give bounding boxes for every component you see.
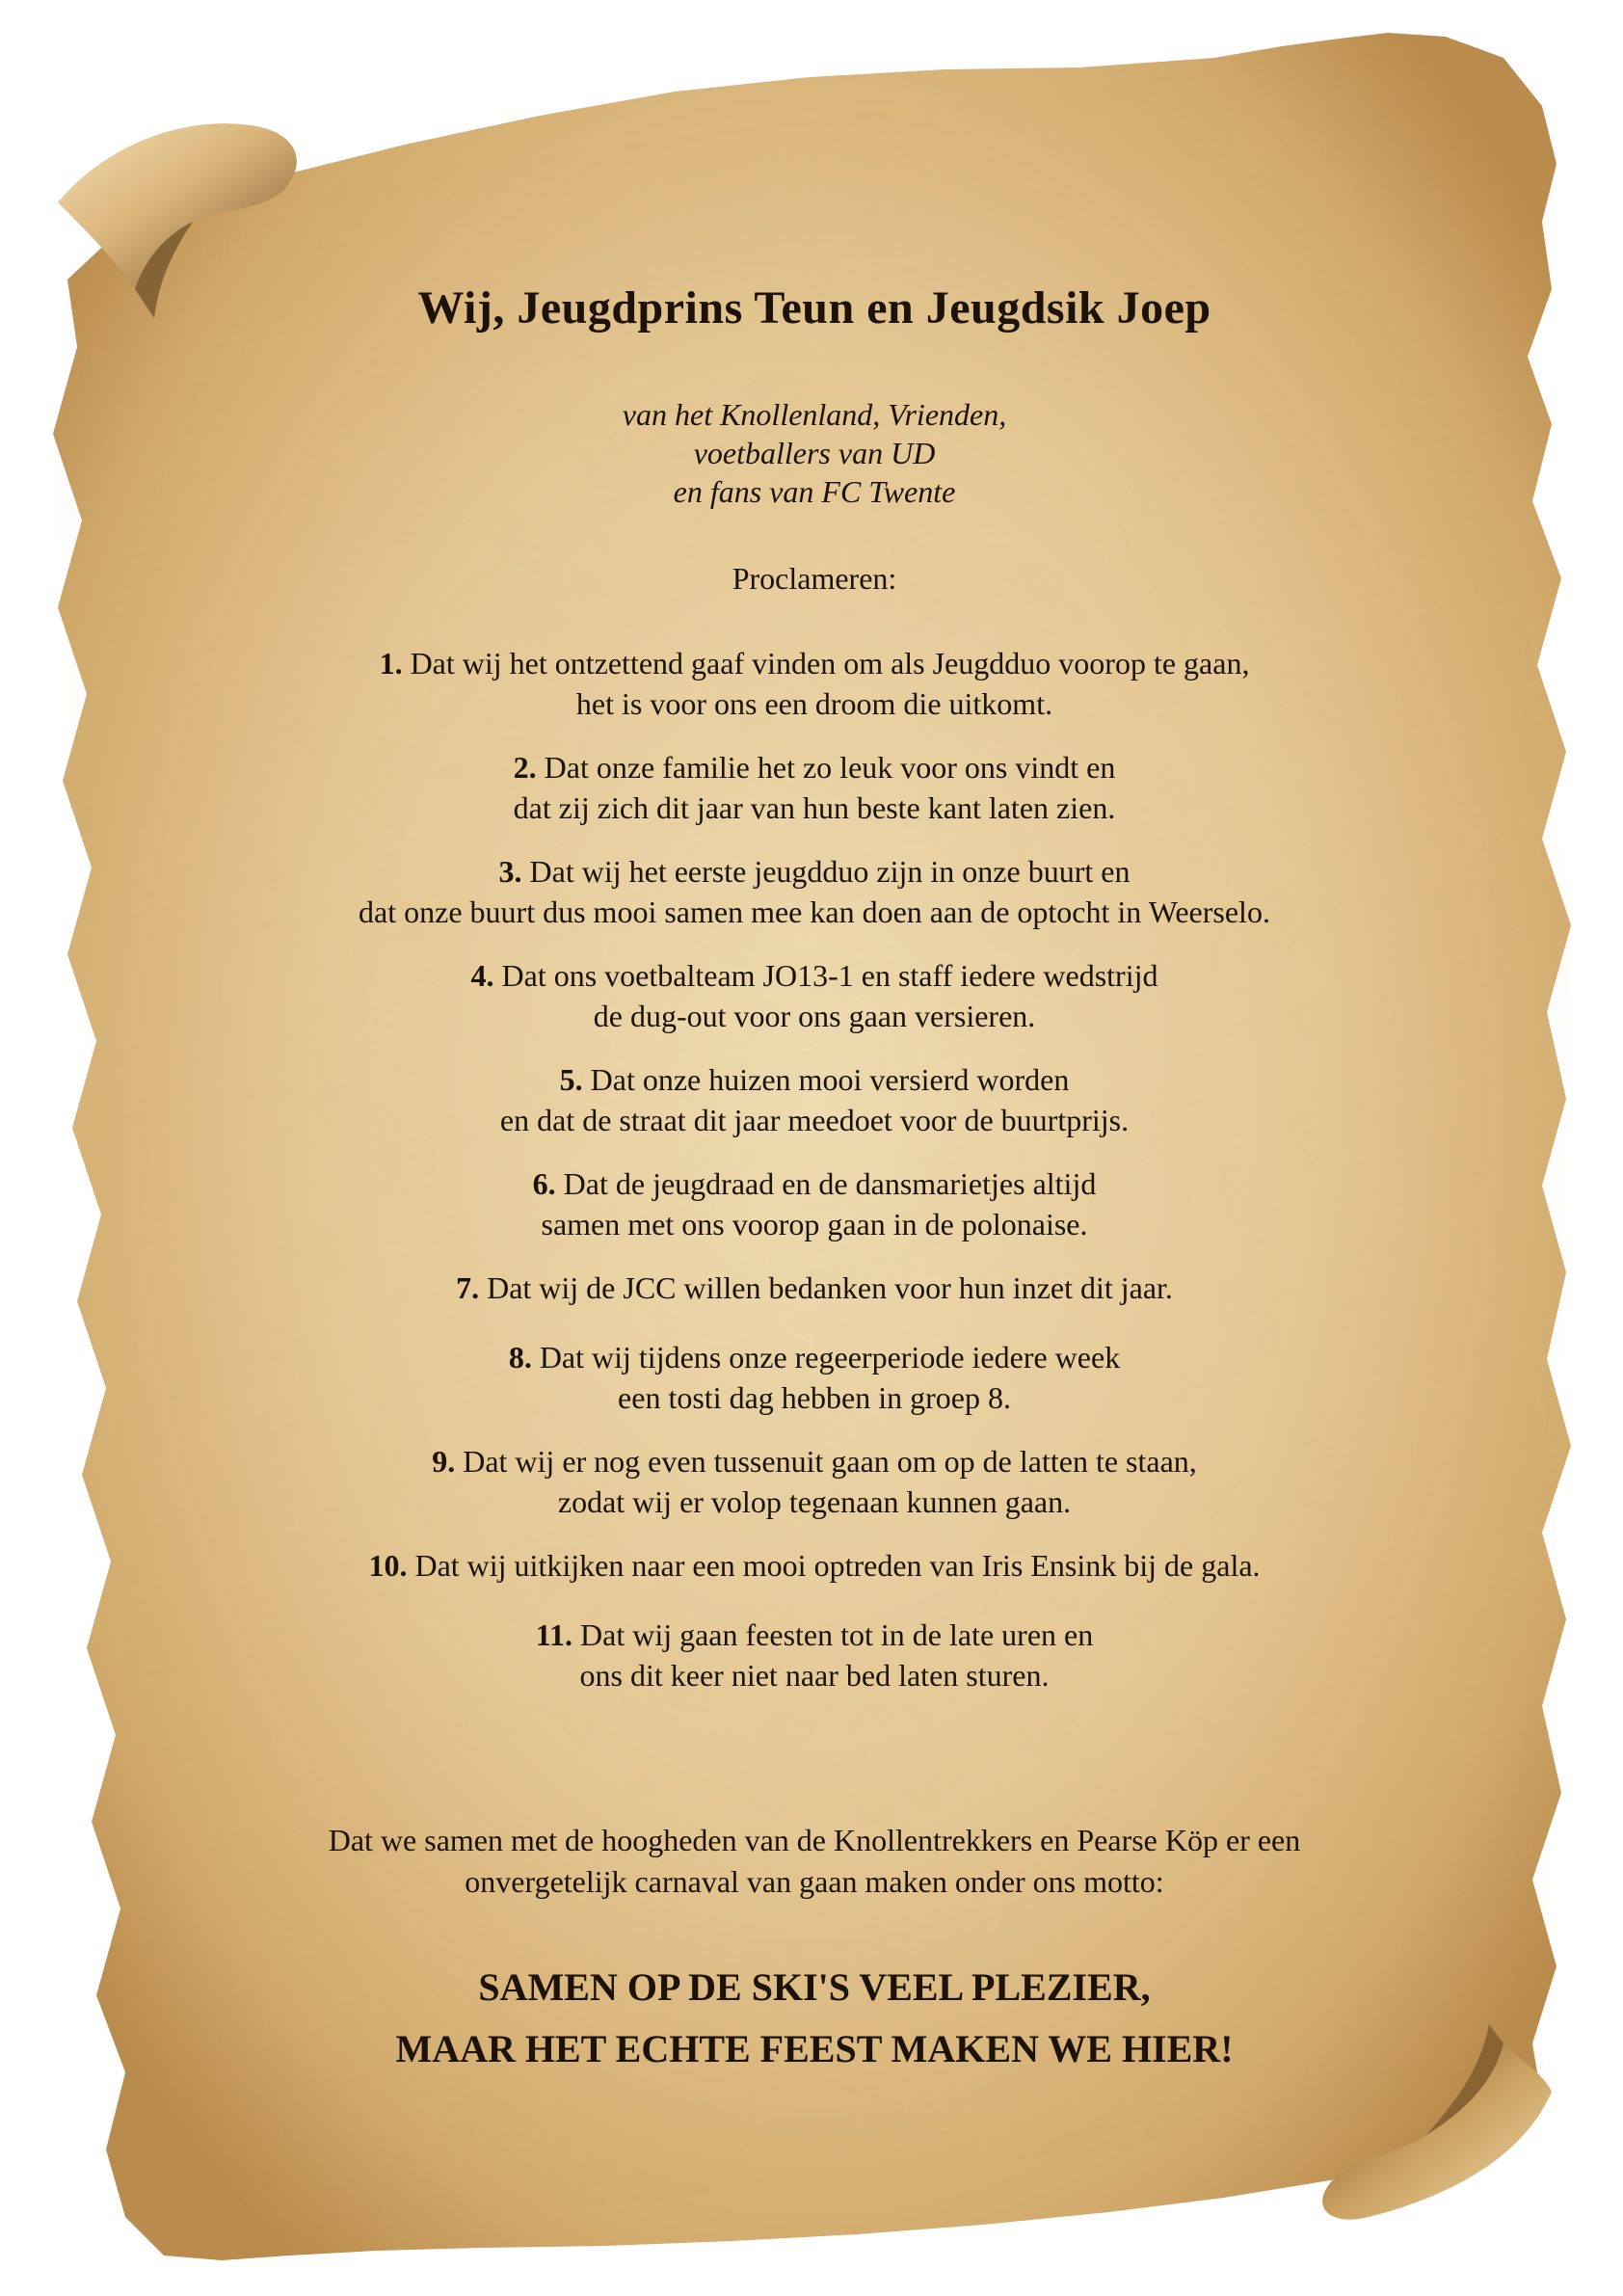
list-item [173, 1545, 1455, 1615]
subtitle-block [173, 395, 1455, 511]
item-text: Dat wij het ontzettend gaaf vinden om als Jeugdduo voorop te gaan, [410, 646, 1250, 681]
item-text: Dat ons voetbalteam JO13-1 en staff iedere wedstrijd [501, 958, 1158, 993]
item-number: 3. [498, 854, 522, 889]
list-item [173, 643, 1455, 747]
item-text-continued: samen met ons voorop gaan in de polonaise. [541, 1207, 1088, 1241]
item-text: Dat wij er nog even tussenuit gaan om op de latten te staan, [463, 1444, 1197, 1479]
item-number: 5. [559, 1062, 583, 1097]
item-text-continued: een tosti dag hebben in groep 8. [618, 1380, 1011, 1415]
closing-line: onvergetelijk carnaval van gaan maken onder ons motto: [465, 1864, 1164, 1899]
motto-line: MAAR HET ECHTE FEEST MAKEN WE HIER! [395, 2027, 1234, 2070]
proclamation-list [173, 643, 1455, 1719]
list-item [173, 1337, 1455, 1441]
item-text-continued: ons dit keer niet naar bed laten sturen. [579, 1658, 1050, 1693]
list-item [173, 851, 1455, 955]
item-number: 7. [456, 1270, 480, 1305]
item-text: Dat onze huizen mooi versierd worden [590, 1062, 1070, 1097]
item-text: Dat wij gaan feesten tot in de late uren en [580, 1617, 1094, 1652]
item-text-continued: dat zij zich dit jaar van hun beste kant laten zien. [513, 790, 1116, 825]
item-text: Dat wij de JCC willen bedanken voor hun inzet dit jaar. [487, 1270, 1173, 1305]
proclaim-heading: Proclameren: [732, 561, 897, 596]
item-number: 1. [379, 646, 403, 681]
item-text-continued: het is voor ons een droom die uitkomt. [575, 686, 1053, 721]
item-number: 4. [470, 958, 494, 993]
item-number: 10. [368, 1548, 408, 1583]
list-item [173, 1059, 1455, 1163]
item-text: Dat wij tijdens onze regeerperiode iedere week [539, 1340, 1121, 1375]
motto [173, 1957, 1455, 2080]
subtitle-line: voetballers van UD [693, 436, 936, 470]
motto-line: SAMEN OP DE SKI'S VEEL PLEZIER, [478, 1965, 1151, 2009]
list-item [173, 747, 1455, 851]
item-text-continued: zodat wij er volop tegenaan kunnen gaan. [557, 1484, 1072, 1519]
subtitle-line: en fans van FC Twente [673, 474, 956, 509]
item-text-continued: dat onze buurt dus mooi samen mee kan doen aan de optocht in Weerselo. [359, 894, 1270, 929]
item-text-continued: en dat de straat dit jaar meedoet voor de buurtprijs. [499, 1103, 1130, 1137]
item-number: 9. [432, 1444, 456, 1479]
list-item [173, 1615, 1455, 1719]
item-number: 11. [535, 1617, 572, 1652]
proclamation-title: Wij, Jeugdprins Teun en Jeugdsik Joep [417, 282, 1211, 334]
list-item [173, 1268, 1455, 1337]
subtitle-line: van het Knollenland, Vrienden, [622, 397, 1007, 432]
item-text: Dat de jeugdraad en de dansmarietjes altijd [563, 1166, 1097, 1201]
closing-paragraph [173, 1820, 1455, 1903]
item-text: Dat wij uitkijken naar een mooi optreden van Iris Ensink bij de gala. [414, 1548, 1261, 1583]
list-item [173, 955, 1455, 1059]
item-text: Dat wij het eerste jeugdduo zijn in onze buurt en [529, 854, 1131, 889]
item-text-continued: de dug-out voor ons gaan versieren. [593, 999, 1036, 1033]
list-item [173, 1441, 1455, 1545]
item-number: 2. [513, 750, 537, 785]
closing-line: Dat we samen met de hoogheden van de Knollentrekkers en Pearse Köp er een [328, 1823, 1301, 1857]
list-item [173, 1163, 1455, 1268]
item-number: 6. [532, 1166, 556, 1201]
item-text: Dat onze familie het zo leuk voor ons vindt en [544, 750, 1116, 785]
item-number: 8. [508, 1340, 532, 1375]
